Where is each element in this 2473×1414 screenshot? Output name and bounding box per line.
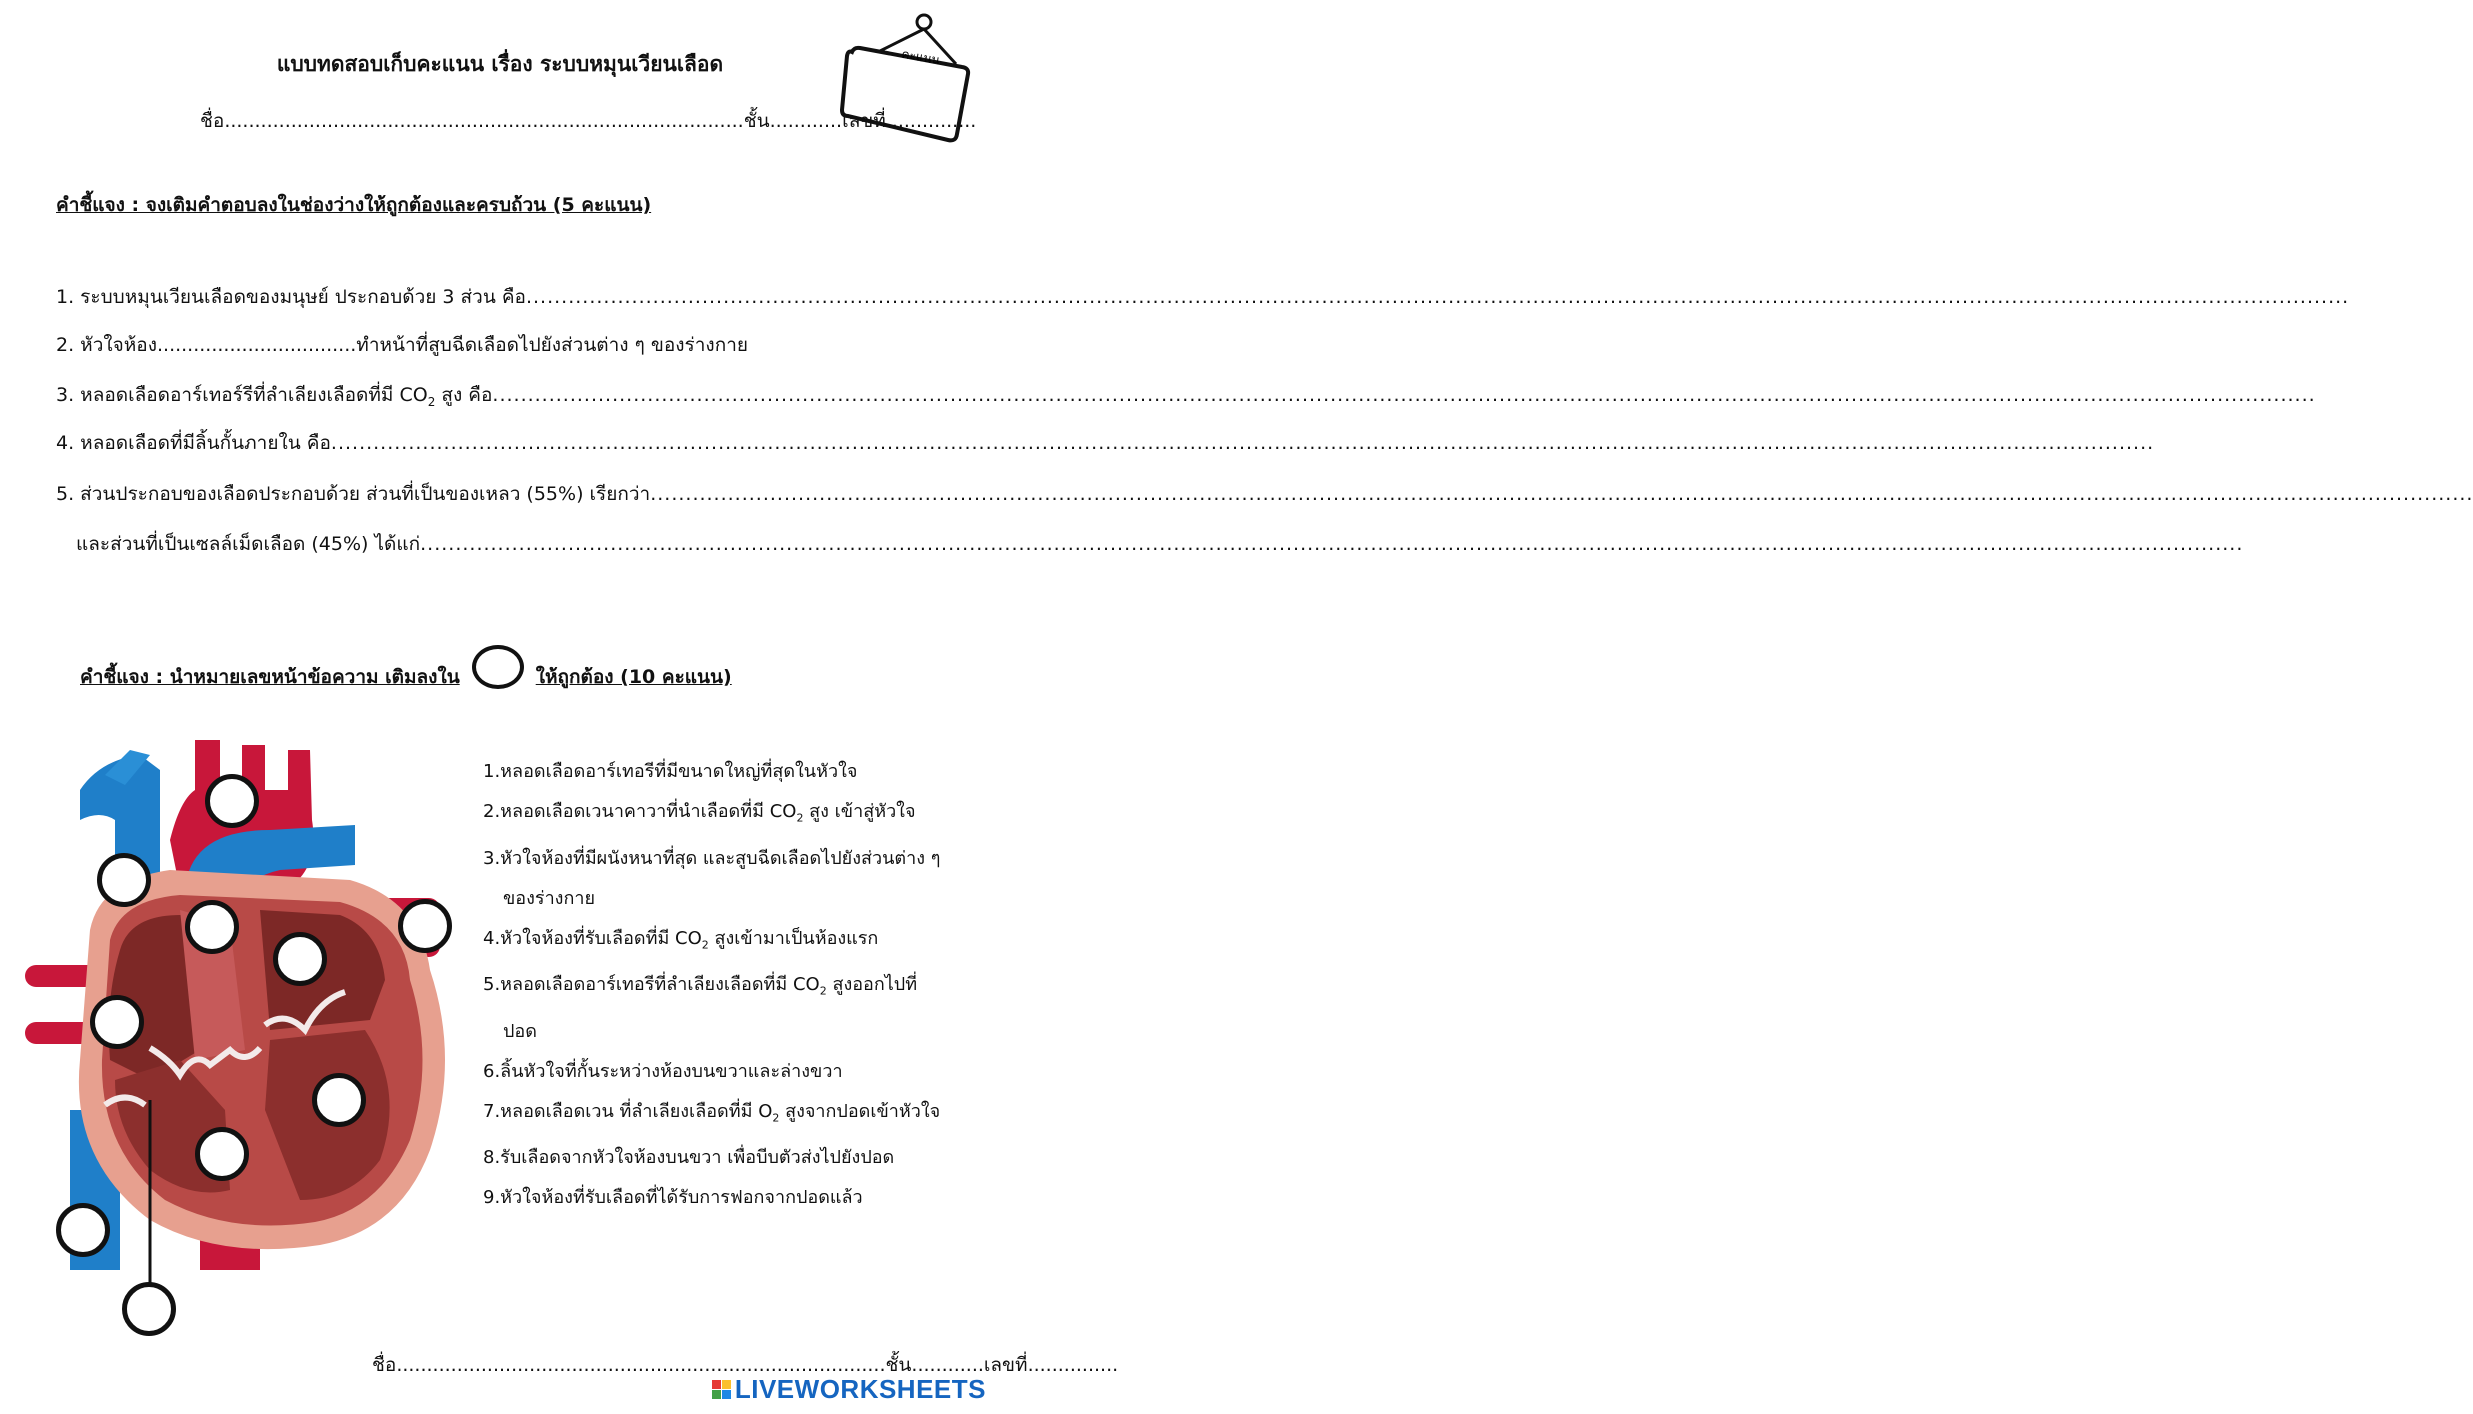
name-field[interactable]: ...................................................................................... — [224, 110, 744, 132]
answer-circle-b[interactable] — [97, 853, 151, 907]
footer-number-field[interactable]: ............... — [1027, 1354, 1119, 1376]
option-6: 6.ลิ้นหัวใจที่กั้นระหว่างห้องบนขวาและล่างขวา — [483, 1060, 843, 1082]
question-1 — [56, 282, 980, 312]
answer-circle-h[interactable] — [195, 1127, 249, 1181]
question-1-text: 1. ระบบหมุนเวียนเลือดของมนุษย์ ประกอบด้วย 3 ส่วน คือ — [56, 286, 526, 308]
question-3 — [56, 380, 980, 410]
answer-circle-e[interactable] — [273, 932, 327, 986]
question-5 — [56, 479, 980, 509]
class-field[interactable]: ............ — [769, 110, 843, 132]
liveworksheets-logo-icon — [712, 1380, 731, 1399]
section1-instruction: คำชี้แจง : จงเติมคำตอบลงในช่องว่างให้ถูกต้องและครบถ้วน (5 คะแนน) — [56, 194, 652, 216]
option-2: 2.หลอดเลือดเวนาคาวาที่นำเลือดที่มี $CO_2$ สูง เข้าสู่หัวใจ — [483, 801, 916, 825]
class-label: ชั้น — [743, 110, 770, 132]
option-1: 1.หลอดเลือดอาร์เทอรีที่มีขนาดใหญ่ที่สุดในหัวใจ — [483, 761, 858, 782]
option-9: 9.หัวใจห้องที่รับเลือดที่ได้รับการฟอกจากปอดแล้ว — [483, 1187, 863, 1209]
option-5-continued: ปอด — [503, 1020, 537, 1042]
question-2-text-b: ทำหน้าที่สูบฉีดเลือดไปยังส่วนต่าง ๆ ของร่างกาย — [356, 334, 749, 356]
option-3: 3.หัวใจห้องที่มีผนังหนาที่สุด และสูบฉีดเลือดไปยังส่วนต่าง ๆ — [483, 847, 941, 869]
question-2 — [56, 330, 748, 360]
option-5: 5.หลอดเลือดอาร์เทอรีที่ลำเลียงเลือดที่มี $CO_2$ สูงออกไปที่ — [483, 974, 918, 998]
option-3-continued: ของร่างกาย — [503, 887, 596, 909]
student-info-line — [200, 106, 976, 136]
question-4 — [56, 428, 980, 458]
answer-field-3[interactable] — [492, 384, 2315, 406]
question-5-text: 5. ส่วนประกอบของเลือดประกอบด้วย ส่วนที่เป็นของเหลว (55%) เรียกว่า — [56, 483, 651, 505]
option-4: 4.หัวใจห้องที่รับเลือดที่มี $CO_2$ สูงเข้ามาเป็นห้องแรก — [483, 927, 879, 952]
score-sign-label: คะแนน — [900, 46, 941, 68]
option-8: 8.รับเลือดจากหัวใจห้องบนขวา เพื่อบีบตัวส่งไปยังปอด — [483, 1147, 895, 1169]
section2-instruction: คำชี้แจง : นำหมายเลขหน้าข้อความ เติมลงใน ให้ถูกต้อง (10 คะแนน) — [80, 645, 732, 692]
answer-circle-d[interactable] — [398, 899, 452, 953]
options-list — [483, 752, 988, 1218]
brand-text: LIVEWORKSHEETS — [734, 1374, 986, 1404]
number-field[interactable]: ............... — [885, 110, 977, 132]
footer-name-field[interactable]: ................................................................................. — [396, 1354, 886, 1376]
answer-field-5a[interactable] — [650, 483, 2473, 505]
answer-field-1[interactable] — [526, 286, 2349, 308]
answer-circle-i[interactable] — [56, 1203, 110, 1257]
question-2-text-a: 2. หัวใจห้อง — [56, 334, 157, 356]
page-title: แบบทดสอบเก็บคะแนน เรื่อง ระบบหมุนเวียนเลือด — [276, 52, 724, 76]
footer-name-label: ชื่อ — [372, 1354, 397, 1376]
question-3-text: 3. หลอดเลือดอาร์เทอร์รีที่ลำเลียงเลือดที่มี $CO_2$ สูง คือ — [56, 384, 493, 409]
answer-circle-f[interactable] — [90, 995, 144, 1049]
number-label: เลขที่ — [842, 110, 886, 132]
option-7: 7.หลอดเลือดเวน ที่ลำเลียงเลือดที่มี $O_2$ สูงจากปอดเข้าหัวใจ — [483, 1100, 941, 1125]
liveworksheets-logo — [712, 1374, 986, 1405]
answer-circle-icon — [472, 645, 524, 689]
answer-circle-j[interactable] — [122, 1282, 176, 1336]
question-5-continued — [76, 529, 980, 559]
name-label: ชื่อ — [200, 110, 225, 132]
answer-field-2[interactable]: ................................. — [156, 334, 357, 356]
question-5-cont-text: และส่วนที่เป็นเซลล์เม็ดเลือด (45%) ได้แก่ — [76, 533, 421, 555]
answer-circle-c[interactable] — [185, 900, 239, 954]
footer-class-field[interactable]: ............ — [911, 1354, 984, 1376]
answer-circle-a[interactable] — [205, 774, 259, 828]
footer-class-label: ชั้น — [885, 1354, 912, 1376]
answer-field-4[interactable] — [331, 432, 2154, 454]
answer-circle-g[interactable] — [312, 1073, 366, 1127]
footer-number-label: เลขที่ — [983, 1354, 1028, 1376]
question-4-text: 4. หลอดเลือดที่มีลิ้นกั้นภายใน คือ — [56, 432, 331, 454]
answer-field-5b[interactable] — [420, 533, 2243, 555]
